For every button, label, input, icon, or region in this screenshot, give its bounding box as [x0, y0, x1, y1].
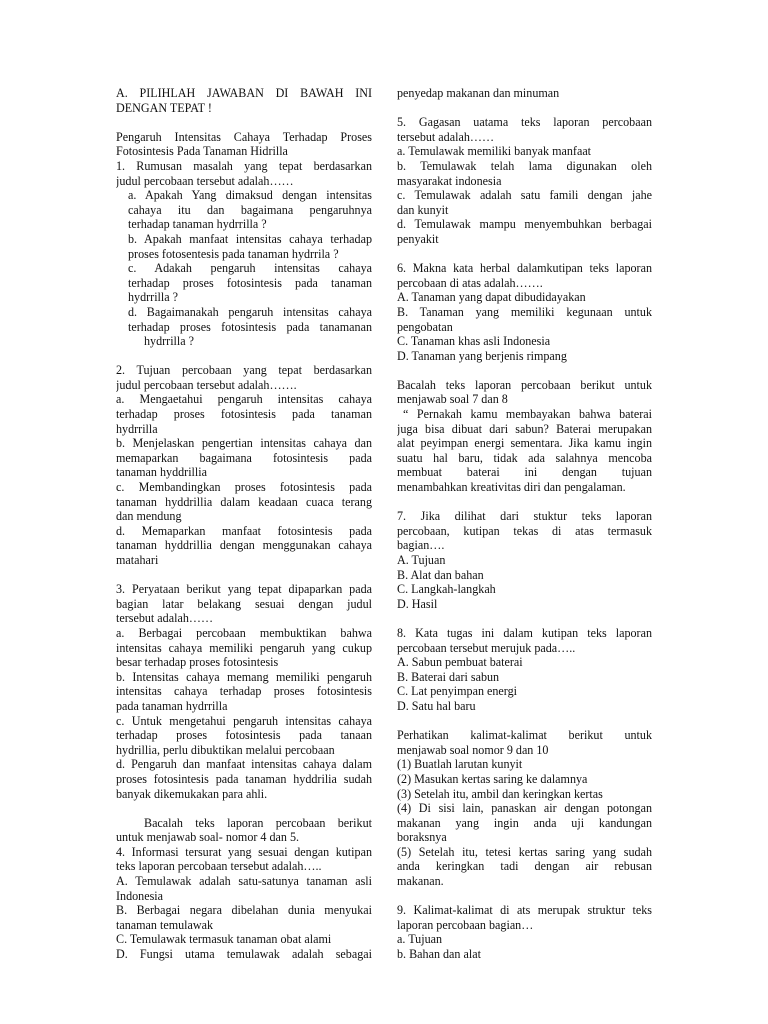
text-line: percobaan tersebut merujuk pada….. [397, 640, 576, 655]
text-line: judul percobaan tersebut adalah……. [116, 377, 297, 392]
text-line: A. PILIHLAH JAWABAN DI BAWAH INI [116, 86, 372, 100]
text-line: (4) Di sisi lain, panaskan air dengan potongan [397, 801, 652, 816]
text-line: B. Tanaman yang memiliki kegunaan untuk [397, 304, 652, 319]
text-line: teks laporan percobaan tersebut adalah….. [116, 859, 322, 874]
text-line: terhadap proses fotosintesis pada tanaan [116, 728, 372, 743]
text-line: B. Berbagai negara dibelahan dunia menyukai [116, 903, 372, 918]
text-line: 7. Jika dilihat dari stuktur teks laporan [397, 509, 652, 524]
text-line: (5) Setelah itu, tetesi kertas saring yang sudah [397, 844, 652, 859]
blank-line [397, 714, 652, 729]
text-line: tersebut adalah…… [397, 129, 495, 144]
text-line: 6. Makna kata herbal dalamkutipan teks laporan [397, 261, 652, 276]
text-line: a. Berbagai percobaan membuktikan bahwa [116, 625, 372, 640]
text-line: banyak dikemukakan para ahli. [116, 786, 268, 801]
text-line: dan kunyit [397, 202, 449, 217]
text-line: c. Untuk mengetahui pengaruh intensitas cahaya [116, 713, 372, 728]
text-line: B. Alat dan bahan [397, 567, 484, 582]
text-line: laporan percobaan bagian… [397, 917, 534, 932]
text-line: b. Temulawak telah lama digunakan oleh [397, 158, 652, 173]
text-line: untuk menjawab soal- nomor 4 dan 5. [116, 830, 300, 845]
text-line: menjawab soal 7 dan 8 [397, 392, 508, 407]
text-line: terhadap proses fotosintesis pada tanaman [128, 275, 372, 290]
text-line: C. Langkah-langkah [397, 582, 496, 597]
text-line: memaparkan bagaimana fotosintesis pada [116, 450, 372, 465]
text-line: c. Adakah pengaruh intensitas cahaya [128, 261, 372, 276]
text-line: besar terhadap proses fotosintesis [116, 655, 279, 670]
text-line: Perhatikan kalimat-kalimat berikut untuk [397, 728, 652, 743]
text-line: b. Bahan dan alat [397, 947, 481, 962]
text-line: A. Tanaman yang dapat dibudidayakan [397, 290, 586, 305]
blank-line [397, 495, 652, 510]
text-line: A. Sabun pembuat baterai [397, 655, 523, 670]
text-line: matahari [116, 553, 159, 567]
text-line: A. Tujuan [397, 553, 446, 567]
text-line: membuat baterai ini dengan tujuan [397, 465, 652, 480]
blank-line [397, 247, 652, 262]
text-line: (1) Buatlah larutan kunyit [397, 757, 523, 772]
text-line: a. Temulawak memiliki banyak manfaat [397, 144, 592, 159]
left-column [116, 86, 372, 962]
text-line: cahaya itu dan bagaimana pengaruhnya [128, 202, 372, 217]
text-line: 9. Kalimat-kalimat di ats merupak struktur teks [397, 903, 652, 918]
text-line: C. Tanaman khas asli Indonesia [397, 334, 551, 349]
blank-line [397, 889, 652, 904]
text-line: percobaan di atas adalah……. [397, 275, 543, 290]
text-line: judul percobaan tersebut adalah…… [116, 173, 294, 188]
text-line: tanaman temulawak [116, 917, 214, 932]
text-line: B. Baterai dari sabun [397, 669, 500, 684]
text-line: C. Lat penyimpan energi [397, 684, 518, 699]
text-line: penyedap makanan dan minuman [397, 86, 560, 100]
text-line: tersebut adalah…… [116, 611, 214, 626]
blank-line [397, 363, 652, 378]
text-line: 3. Peryataan berikut yang tepat dipaparkan pada [116, 582, 372, 597]
blank-line [116, 801, 372, 816]
text-line: hydrrilla ? [144, 334, 195, 349]
text-line: terhadap tanaman hydrrilla ? [128, 217, 267, 232]
text-line: c. Membandingkan proses fotosintesis pada [116, 480, 372, 495]
text-line: d. Memaparkan manfaat fotosintesis pada [116, 523, 372, 538]
text-line: DENGAN TEPAT ! [116, 100, 212, 115]
text-line: proses fotosentesis pada tanaman hydrrila ? [128, 246, 339, 261]
text-line: dan mendung [116, 509, 182, 524]
text-line: Indonesia [116, 888, 164, 903]
text-line: D. Fungsi utama temulawak adalah sebagai [116, 947, 372, 962]
text-line: 2. Tujuan percobaan yang tepat berdasarkan [116, 363, 372, 378]
text-line: terhadap proses fotosintesis pada tanamanan [128, 319, 372, 334]
text-line: Fotosintesis Pada Tanaman Hidrilla [116, 144, 288, 159]
text-line: alat peyimpan energi sementara. Jika kamu ingin [397, 436, 652, 451]
text-line: a. Mengaetahui pengaruh intensitas cahaya [116, 392, 372, 407]
blank-line [116, 115, 372, 130]
text-line: (2) Masukan kertas saring ke dalamnya [397, 771, 588, 786]
text-line: pengobatan [397, 319, 453, 334]
text-line: b. Apakah manfaat intensitas cahaya terhadap [128, 231, 372, 246]
text-line: D. Hasil [397, 596, 438, 611]
text-line: 4. Informasi tersurat yang sesuai dengan kutipan [116, 844, 372, 859]
text-line: masyarakat indonesia [397, 173, 502, 188]
right-column [397, 86, 652, 962]
text-line: d. Temulawak mampu menyembuhkan berbagai [397, 217, 652, 232]
text-line: d. Bagaimanakah pengaruh intensitas cahaya [128, 304, 372, 319]
text-line: intensitas cahaya memiliki pengaruh yang cukup [116, 640, 372, 655]
text-line: bagian…. [397, 538, 445, 553]
text-line: a. Apakah Yang dimaksud dengan intensitas [128, 188, 372, 203]
text-line: b. Menjelaskan pengertian intensitas cahaya dan [116, 436, 372, 451]
text-line: percobaan, kutipan tekas di atas termasuk [397, 523, 652, 538]
text-line: hydrillia, perlu dibuktikan melalui percobaan [116, 742, 335, 757]
text-line: boraksnya [397, 830, 447, 845]
text-line: hydrrilla ? [128, 290, 179, 305]
text-line: pada tanaman hydrrilla [116, 698, 228, 713]
text-line: c. Temulawak adalah satu famili dengan jahe [397, 188, 652, 203]
text-line: b. Intensitas cahaya memang memiliki pengaruh [116, 669, 372, 684]
text-line: A. Temulawak adalah satu-satunya tanaman asli [116, 874, 372, 889]
blank-line [397, 611, 652, 626]
text-line: Bacalah teks laporan percobaan berikut [144, 815, 372, 830]
text-line: d. Pengaruh dan manfaat intensitas cahaya dalam [116, 757, 372, 772]
text-line: tanaman hyddrillia dengan menggunakan cahaya [116, 538, 372, 553]
text-line: intensitas cahaya terhadap proses fotosintesis [116, 684, 372, 699]
text-line: D. Tanaman yang berjenis rimpang [397, 348, 567, 363]
text-line: makanan. [397, 874, 444, 889]
blank-line [116, 568, 372, 583]
text-line: makanan yang ingin anda uji kandungan [397, 815, 652, 830]
text-line: a. Tujuan [397, 932, 443, 947]
text-line: terhadap proses fotosintesis pada tanaman [116, 407, 372, 422]
text-line: 8. Kata tugas ini dalam kutipan teks laporan [397, 625, 652, 640]
blank-line [397, 101, 652, 116]
text-line: proses fotosintesis pada tanaman hyddrilia sudah [116, 771, 372, 786]
text-line: hydrrilla [116, 421, 158, 436]
blank-line [116, 349, 372, 364]
text-line: D. Satu hal baru [397, 698, 476, 713]
text-line: tanaman hyddrillia dalam keadaan cuaca terang [116, 494, 372, 509]
text-line: C. Temulawak termasuk tanaman obat alami [116, 932, 332, 947]
text-line: menambahkan kreativitas diri dan pengalaman. [397, 480, 626, 495]
text-line: 1. Rumusan masalah yang tepat berdasarkan [116, 158, 372, 173]
text-line: Bacalah teks laporan percobaan berikut untuk [397, 377, 652, 392]
text-line: 5. Gagasan uatama teks laporan percobaan [397, 115, 652, 130]
text-line: menjawab soal nomor 9 dan 10 [397, 742, 549, 757]
text-line: (3) Setelah itu, ambil dan keringkan kertas [397, 786, 603, 801]
text-line: juga bisa dibuat dari sabun? Baterai merupakan [397, 421, 652, 436]
text-line: anda keringkan tadi dengan air rebusan [397, 859, 652, 874]
text-line: Pengaruh Intensitas Cahaya Terhadap Proses [116, 129, 372, 144]
text-line: tanaman hyddrillia [116, 465, 208, 480]
text-line: bagian latar belakang sesuai dengan judul [116, 596, 372, 611]
text-line: suatu hal baru, tidak ada salahnya mencoba [397, 450, 652, 465]
text-line: penyakit [397, 231, 439, 246]
text-line: “ Pernakah kamu membayakan bahwa baterai [403, 407, 652, 422]
